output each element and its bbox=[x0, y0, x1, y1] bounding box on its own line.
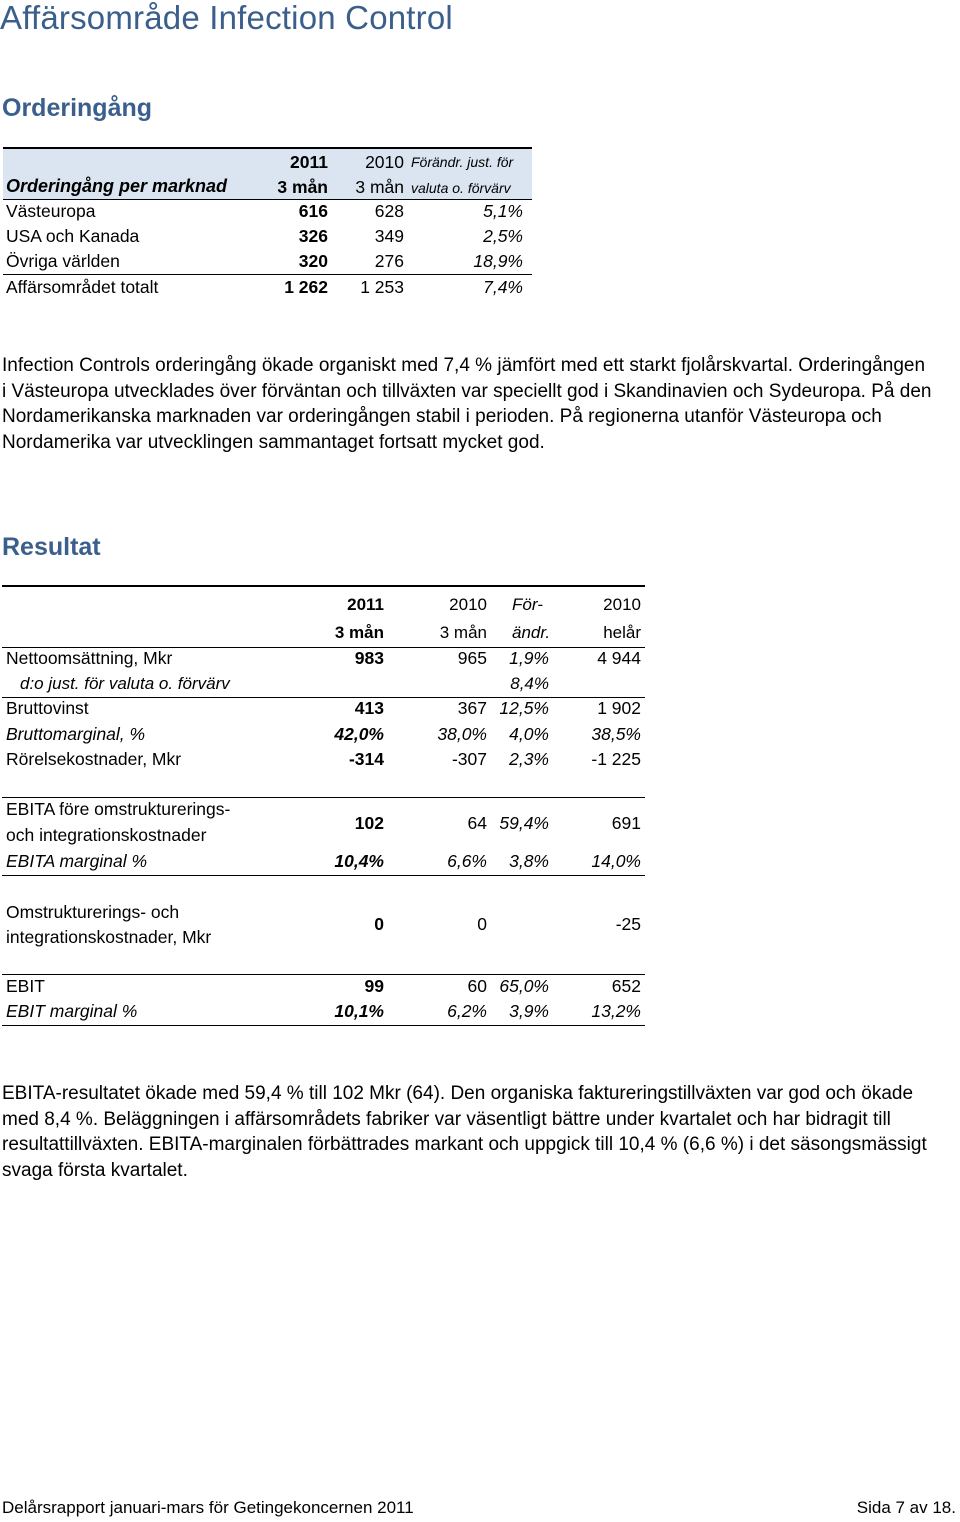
footer-page-number: Sida 7 av 18. bbox=[856, 1498, 956, 1517]
row-label: USA och Kanada bbox=[6, 226, 140, 246]
row-change: 4,0% bbox=[509, 724, 549, 744]
row-2011: 320 bbox=[298, 251, 328, 271]
row-2010: 60 bbox=[467, 976, 487, 996]
header-market: Orderingång per marknad bbox=[6, 176, 228, 196]
row-change: 1,9% bbox=[509, 648, 549, 668]
row-label-line2: integrationskostnader, Mkr bbox=[6, 927, 212, 947]
section-title-resultat: Resultat bbox=[2, 533, 101, 561]
row-2010: 6,6% bbox=[447, 851, 487, 871]
row-label: Nettoomsättning, Mkr bbox=[6, 648, 173, 668]
header-2010-period: 3 mån bbox=[355, 177, 404, 197]
row-change: 65,0% bbox=[499, 976, 549, 996]
row-2011: 1 262 bbox=[284, 277, 328, 297]
row-label: Bruttomarginal, % bbox=[6, 724, 146, 744]
divider bbox=[2, 875, 645, 876]
row-full-year: 1 902 bbox=[597, 698, 641, 718]
table-row bbox=[3, 199, 532, 224]
row-label: Västeuropa bbox=[6, 201, 96, 221]
header-full-year-sub: helår bbox=[603, 623, 641, 642]
row-change: 2,5% bbox=[483, 226, 523, 246]
row-change: 12,5% bbox=[499, 698, 549, 718]
row-2011: 42,0% bbox=[334, 724, 384, 744]
row-full-year: 14,0% bbox=[591, 851, 641, 871]
row-full-year: 691 bbox=[611, 813, 641, 833]
row-full-year: 4 944 bbox=[597, 648, 641, 668]
header-change-sub: ändr. bbox=[512, 623, 551, 642]
table-row bbox=[3, 224, 532, 249]
row-2010: 0 bbox=[477, 914, 487, 934]
table-row bbox=[2, 902, 645, 954]
row-2011: 326 bbox=[298, 226, 328, 246]
row-label: EBITA före omstrukturerings- bbox=[6, 799, 231, 819]
row-label: Bruttovinst bbox=[6, 698, 89, 718]
section-title-orderingang: Orderingång bbox=[2, 94, 153, 122]
divider bbox=[2, 1025, 645, 1026]
order-paragraph: Infection Controls orderingång ökade organiskt med 7,4 % jämfört med ett starkt fjolårskvartal. Orderingången i Västeuropa utvecklades över förväntan och tillväxten var speciellt god i Skandinavien och Sydeuropa. På den Nordamerikanska marknaden var orderingången stabil i perioden. På regionerna utanför Västeuropa och Nordamerika var utvecklingen sammantaget fortsatt mycket god. bbox=[2, 355, 932, 453]
row-full-year: 652 bbox=[611, 976, 641, 996]
row-2010: 965 bbox=[457, 648, 487, 668]
row-2010: 1 253 bbox=[360, 277, 404, 297]
row-label: Övriga världen bbox=[6, 251, 120, 271]
row-label: Omstrukturerings- och bbox=[6, 902, 180, 922]
row-change: 2,3% bbox=[509, 749, 549, 769]
row-2010: 38,0% bbox=[437, 724, 487, 744]
row-label: EBIT bbox=[6, 976, 45, 996]
result-paragraph: EBITA-resultatet ökade med 59,4 % till 102 Mkr (64). Den organiska faktureringstillväxten var god och ökade med 8,4 %. Beläggningen i affärsområdets fabriker var väsentligt bättre under kvartalet och har bidragit till resultattillväxten. EBITA-marginalen förbättrades markant och uppgick till 10,4 % (6,6 %) i det säsongsmässigt svaga första kvartalet. bbox=[2, 1083, 927, 1181]
row-change: 8,4% bbox=[510, 674, 549, 693]
header-2010: 2010 bbox=[365, 152, 404, 172]
row-2011: 10,4% bbox=[334, 851, 384, 871]
divider bbox=[2, 797, 645, 798]
row-2010: 628 bbox=[374, 201, 404, 221]
row-change: 5,1% bbox=[483, 201, 523, 221]
order-table-header bbox=[3, 147, 532, 200]
row-2010: 276 bbox=[374, 251, 404, 271]
row-2011: 983 bbox=[354, 648, 384, 668]
row-full-year: 13,2% bbox=[591, 1001, 641, 1021]
header-2011: 2011 bbox=[290, 152, 328, 172]
row-2011: 616 bbox=[298, 201, 328, 221]
header-full-year: 2010 bbox=[603, 595, 641, 614]
row-2011: 0 bbox=[374, 914, 384, 934]
row-2011: 99 bbox=[364, 976, 384, 996]
row-label: EBITA marginal % bbox=[6, 851, 148, 871]
header-2011-period: 3 mån bbox=[277, 177, 328, 197]
row-change: 7,4% bbox=[483, 277, 523, 297]
header-change-sub: valuta o. förvärv bbox=[411, 180, 511, 196]
header-2010: 2010 bbox=[449, 595, 487, 614]
divider bbox=[2, 585, 645, 587]
row-label: Affärsområdet totalt bbox=[6, 277, 159, 297]
row-change: 59,4% bbox=[499, 813, 549, 833]
row-full-year: -25 bbox=[615, 914, 641, 934]
row-2010: 64 bbox=[467, 813, 487, 833]
row-2010: 6,2% bbox=[447, 1001, 487, 1021]
row-2011: 102 bbox=[354, 813, 384, 833]
row-2011: 413 bbox=[354, 698, 384, 718]
table-row bbox=[3, 249, 532, 275]
row-label: Rörelsekostnader, Mkr bbox=[6, 749, 182, 769]
divider bbox=[2, 974, 645, 975]
row-change: 18,9% bbox=[473, 251, 523, 271]
header-change: Förändr. just. för bbox=[411, 154, 514, 170]
row-2011: -314 bbox=[348, 749, 384, 769]
row-full-year: 38,5% bbox=[591, 724, 641, 744]
row-label-line2: och integrationskostnader bbox=[6, 825, 207, 845]
row-change: 3,8% bbox=[509, 851, 549, 871]
table-row bbox=[2, 799, 645, 851]
footer-report-title: Delårsrapport januari-mars för Getingekoncernen 2011 bbox=[2, 1498, 414, 1517]
table-row bbox=[3, 275, 532, 300]
row-2010: -307 bbox=[451, 749, 487, 769]
header-2011-period: 3 mån bbox=[334, 623, 384, 642]
row-label: d:o just. för valuta o. förvärv bbox=[20, 674, 230, 693]
row-change: 3,9% bbox=[509, 1001, 549, 1021]
row-2010: 349 bbox=[374, 226, 404, 246]
page-title: Affärsområde Infection Control bbox=[0, 0, 453, 36]
row-2010: 367 bbox=[457, 698, 487, 718]
header-2011: 2011 bbox=[347, 595, 384, 614]
header-change: För- bbox=[512, 595, 543, 614]
row-full-year: -1 225 bbox=[591, 749, 641, 769]
row-2011: 10,1% bbox=[334, 1001, 384, 1021]
row-label: EBIT marginal % bbox=[6, 1001, 138, 1021]
header-2010-period: 3 mån bbox=[439, 623, 487, 642]
